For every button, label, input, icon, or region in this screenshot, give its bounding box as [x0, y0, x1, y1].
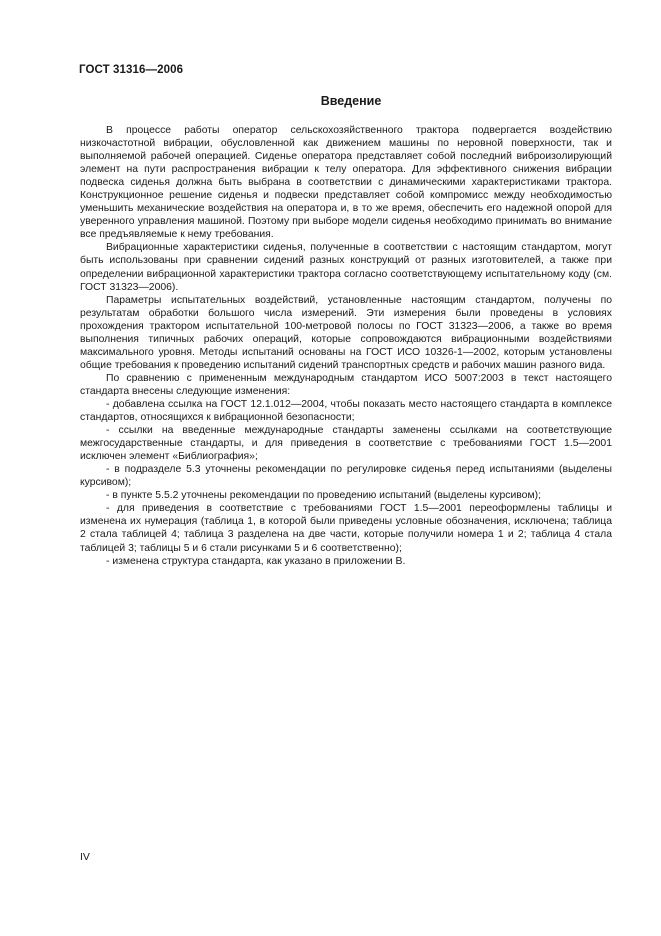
list-item: - ссылки на введенные международные стандарты заменены ссылками на соответствующие межгосударственные стандарты, и для приведения в соответствие с требованиями ГОСТ 1.5—2001 исключен элемент «Библиография»; — [80, 425, 612, 463]
list-item: - для приведения в соответствие с требованиями ГОСТ 1.5—2001 переоформлены таблицы и изменена их нумерация (таблица 1, в которой были приведены условные обозначения, исключена; таблица 2 стала таблицей 4; таблица 3 разделена на две части, которые получили номера 1 и 2; таблица 4 стала таблицей 3; таблицы 5 и 6 стали рисунками 5 и 6 соответственно); — [80, 503, 612, 554]
page-number: IV — [80, 851, 90, 863]
list-item: - добавлена ссылка на ГОСТ 12.1.012—2004, чтобы показать место настоящего стандарта в комплексе стандартов, относящихся к вибрационной безопасности; — [80, 398, 612, 424]
document-code: ГОСТ 31316—2006 — [79, 64, 184, 76]
section-title: Введение — [320, 94, 382, 108]
paragraph: Вибрационные характеристики сиденья, полученные в соответствии с настоящим стандартом, могут быть использованы при сравнении сидений разных конструкций от разных изготовителей, а также при определении вибрационной характеристики трактора согласно соответствующему испытательному коду (см. ГОСТ 31323—2006). — [80, 242, 612, 293]
body-text — [80, 124, 612, 568]
paragraph: По сравнению с примененным международным стандартом ИСО 5007:2003 в текст настоящего стандарта внесены следующие изменения: — [80, 372, 612, 397]
paragraph: В процессе работы оператор сельскохозяйственного трактора подвергается воздействию низкочастотной вибрации, обусловленной как движением машины по неровной поверхности, так и выполняемой рабочей операцией. Сиденье оператора представляет собой последний виброизолирующий элемент на пути распространения вибрации к телу оператора. Для эффективного снижения вибрации подвеска сиденья должна быть выбрана в соответствии с динамическими характеристиками трактора. Конструкционное решение сиденья и подвески представляет собой компромисс между необходимостью уменьшить механические воздействия на оператора и, в то же время, обеспечить его надежной опорой для уверенного управления машиной. Поэтому при выборе модели сиденья необходимо принимать во внимание все предъявляемые к нему требования. — [80, 125, 612, 241]
list-item: - изменена структура стандарта, как указано в приложении В. — [106, 555, 406, 567]
list-item: - в пункте 5.5.2 уточнены рекомендации по проведению испытаний (выделены курсивом); — [106, 490, 541, 502]
paragraph: Параметры испытательных воздействий, установленные настоящим стандартом, получены по результатам обработки большого числа измерений. Эти измерения были проведены в условиях прохождения трактором испытательной 100-метровой полосы по ГОСТ 31323—2006, а также во время выполнения типичных рабочих операций, которые сопровождаются вибрационными воздействиями максимального уровня. Методы испытаний основаны на ГОСТ ИСО 10326-1—2002, которым установлены общие требования к проведению испытаний сидений транспортных средств и рабочих машин разного вида. — [80, 294, 612, 371]
list-item: - в подразделе 5.3 уточнены рекомендации по регулировке сиденья перед испытаниями (выделены курсивом); — [80, 464, 612, 489]
